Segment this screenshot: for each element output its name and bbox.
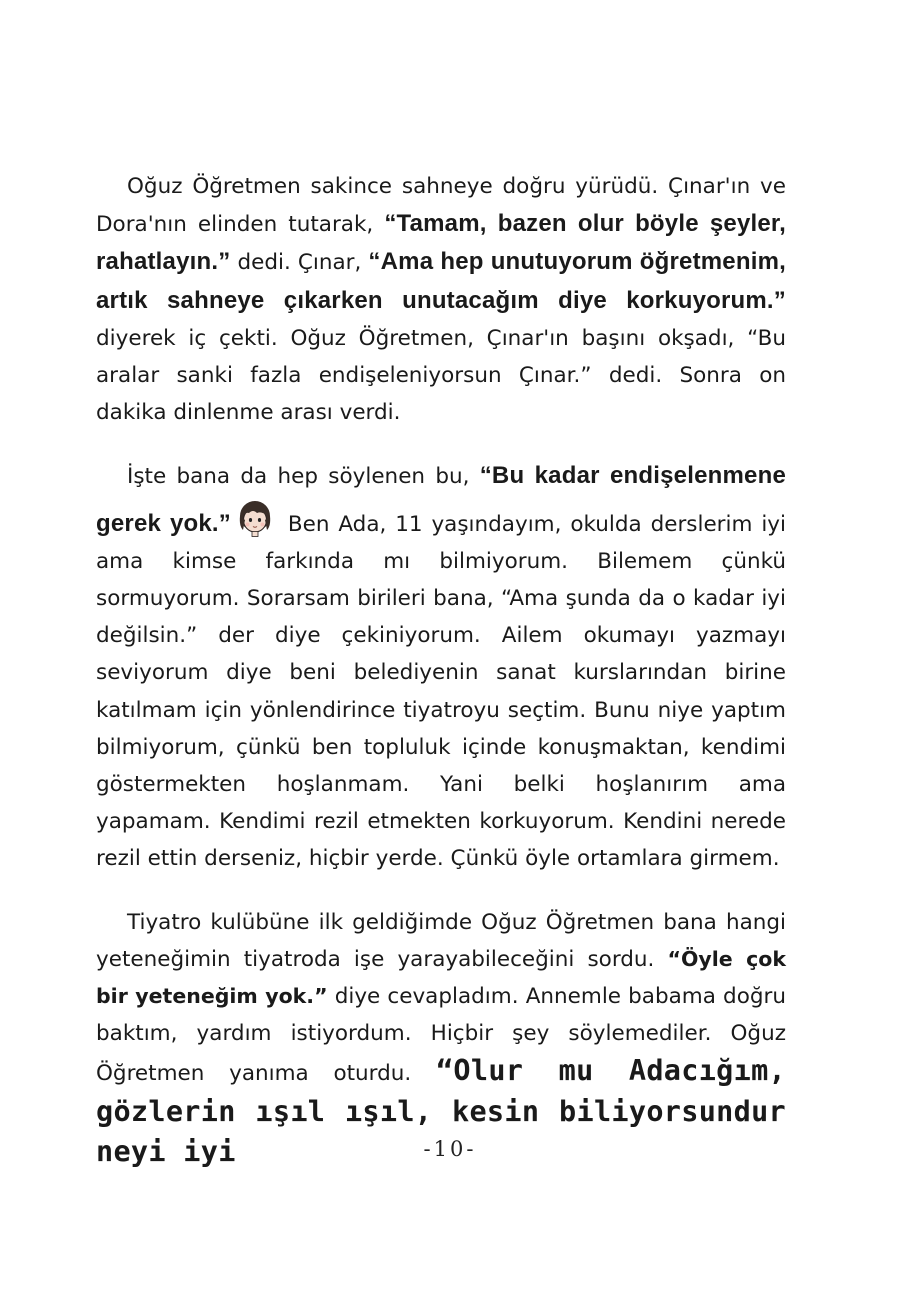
paragraph-1-text-3: diyerek iç çekti. Oğuz Öğretmen, Çınar'ın başını okşadı, “Bu aralar sanki fazla endişeleniyorsun Çınar.” dedi. Sonra on dakika dinlenme arası verdi. <box>96 325 786 426</box>
paragraph-3-quote-2: “Olur mu Adacığım, gözlerin ışıl ışıl, kesin biliyorsundur neyi iyi <box>96 1054 786 1168</box>
paragraph-1-text-2: dedi. Çınar, <box>230 250 369 276</box>
paragraph-2-text-1: İşte bana da hep söylenen bu, <box>127 464 480 490</box>
girl-face-icon <box>233 496 277 540</box>
paragraph-1-quote-2: “Ama hep unutuyorum öğretmenim, artık sahneye çıkarken unutacağım diye korkuyorum.” <box>96 248 786 314</box>
paragraph-1 <box>96 168 786 431</box>
paragraph-3-text-1: Tiyatro kulübüne ilk geldiğimde Oğuz Öğretmen bana hangi yeteneğimin tiyatroda işe yarayabileceğini sordu. <box>96 909 786 972</box>
paragraph-1-text-1: Oğuz Öğretmen sakince sahneye doğru yürüdü. Çınar'ın ve Dora'nın elinden tutarak, <box>96 174 786 238</box>
paragraph-1-quote-1: “Tamam, bazen olur böyle şeyler, rahatlayın.” <box>96 210 786 276</box>
paragraph-3 <box>96 904 786 1173</box>
paragraph-3-quote-1: “Öyle çok bir yeteneğim yok.” <box>96 946 786 1009</box>
page-number: -10- <box>423 1137 477 1161</box>
paragraph-2-text-2: Ben Ada, 11 yaşındayım, okulda derslerim iyi ama kimse farkında mı bilmiyorum. Bilemem çünkü sormuyorum. Sorarsam birileri bana, “Ama şunda da o kadar iyi değilsin.” der diye çekiniyorum. Ailem okumayı yazmayı seviyorum diye beni belediyenin sanat kurslarından birine katılmam için yönlendirince tiyatroyu seçtim. Bunu niye yaptım bilmiyorum, çünkü ben topluluk içinde konuşmaktan, kendimi göstermekten hoşlanmam. Yani belki hoşlanırım ama yapamam. Kendimi rezil etmekten korkuyorum. Kendini nerede rezil ettin derseniz, hiçbir yerde. Çünkü öyle ortamlara girmem. <box>96 511 786 872</box>
paragraph-2 <box>96 457 786 877</box>
page-body <box>96 168 786 1173</box>
paragraph-2-quote-1: “Bu kadar endişelenmene gerek yok.” <box>96 462 786 537</box>
paragraph-3-text-2: diye cevapladım. Annemle babama doğru baktım, yardım istiyordum. Hiçbir şey söylemediler. Oğuz Öğretmen yanıma oturdu. <box>96 984 786 1087</box>
